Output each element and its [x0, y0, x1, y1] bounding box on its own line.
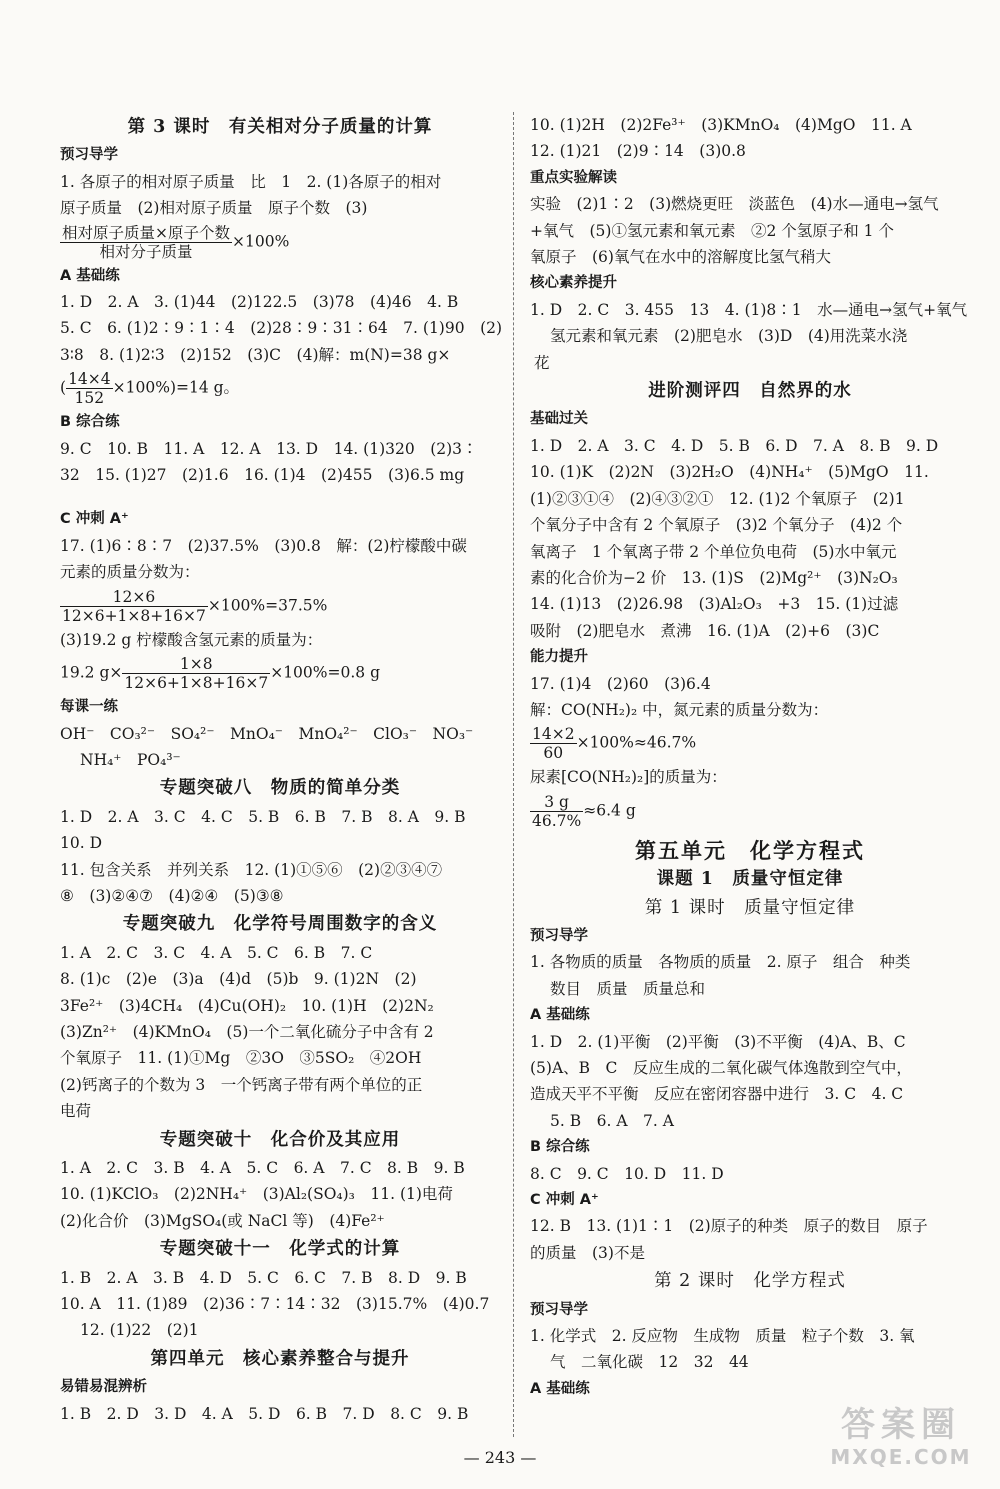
lesson-title: 课题 1 质量守恒定律 — [656, 869, 844, 890]
answer-line: 素的化合价为−2 价 13. (1)S (2)Mg²⁺ (3)N₂O₃ — [530, 568, 898, 587]
answer-line: 实验 (2)1∶2 (3)燃烧更旺 淡蓝色 (4)水—通电→氢气 — [530, 195, 939, 214]
answer-line: 1. A 2. C 3. C 4. A 5. C 6. B 7. C — [60, 943, 373, 962]
subsection-label: 能力提升 — [530, 649, 588, 666]
answer-line: 氢元素和氧元素 (2)肥皂水 (3)D (4)用洗菜水浇 — [550, 327, 908, 346]
answer-line: 5. C 6. (1)2∶9∶1∶4 (2)28∶9∶31∶64 7. (1)90 (2) — [60, 319, 503, 338]
answer-line: ⑧ (3)②④⑦ (4)②④ (5)③⑧ — [60, 886, 284, 905]
formula-line — [60, 368, 500, 409]
answer-line: 10. D — [60, 834, 103, 853]
fraction — [60, 588, 208, 625]
answer-line: 原子质量 (2)相对原子质量 原子个数 (3) — [60, 199, 368, 218]
subsection-label: A 基础练 — [530, 1007, 590, 1024]
denominator: 152 — [74, 389, 105, 408]
answer-line: 1. 各原子的相对原子质量 比 1 2. (1)各原子的相对 — [60, 172, 442, 191]
denominator: 60 — [543, 744, 564, 763]
section-title: 专题突破十 化合价及其应用 — [159, 1129, 401, 1150]
answer-line: 气 二氧化碳 12 32 44 — [550, 1353, 749, 1372]
answer-line: 9. C 10. B 11. A 12. A 13. D 14. (1)320 (2)3∶ — [60, 439, 478, 458]
answer-line: 的质量 (3)不是 — [530, 1243, 645, 1262]
answer-line: 17. (1)6∶8∶7 (2)37.5% (3)0.8 解：(2)柠檬酸中碳 — [60, 536, 467, 555]
subsection-label: 预习导学 — [60, 147, 118, 164]
subsection-label: A 基础练 — [530, 1380, 590, 1397]
answer-line: 10. A 11. (1)89 (2)36∶7∶14∶32 (3)15.7% (4)0.7 — [60, 1295, 490, 1314]
denominator: 46.7% — [532, 811, 582, 830]
answer-line: 1. D 2. A 3. C 4. C 5. B 6. B 7. B 8. A 9. B — [60, 807, 466, 826]
subsection-label: A 基础练 — [60, 267, 120, 284]
ion-list: NH₄⁺ PO₄³⁻ — [80, 750, 181, 769]
answer-line: 造成天平不平衡 反应在密闭容器中进行 3. C 4. C — [530, 1085, 904, 1104]
formula-tail: ≈6.4 g — [583, 801, 636, 820]
section-title: 专题突破八 物质的简单分类 — [159, 778, 401, 799]
numerator: 12×6 — [60, 588, 208, 607]
section-title: 第四单元 核心素养整合与提升 — [150, 1348, 410, 1369]
subsection-label: B 综合练 — [530, 1139, 590, 1156]
watermark-logo — [816, 1405, 986, 1479]
answer-line: 1. A 2. C 3. B 4. A 5. C 6. A 7. C 8. B 9. B — [60, 1159, 465, 1177]
formula-tail: ×100%)=14 g。 — [112, 378, 240, 397]
numerator: 相对原子质量×原子个数 — [62, 223, 230, 242]
section-title: 进阶测评四 自然界的水 — [648, 381, 852, 402]
answer-line: 电荷 — [60, 1102, 92, 1121]
denominator: 相对分子质量 — [99, 242, 193, 261]
period-title: 第 2 课时 化学方程式 — [654, 1271, 846, 1292]
right-column — [530, 112, 970, 1402]
answer-line: 5. B 6. A 7. A — [550, 1111, 674, 1130]
fraction — [66, 370, 113, 407]
answer-line: 吸附 (2)肥皂水 煮沸 16. (1)A (2)+6 (3)C — [530, 621, 880, 640]
answer-line: 8. (1)c (2)e (3)a (4)d (5)b 9. (1)2N (2) — [60, 970, 417, 989]
left-column — [60, 112, 503, 1427]
formula-prefix: ( — [60, 378, 67, 397]
answer-line: (5)A、B C 反应生成的二氧化碳气体逸散到空气中， — [530, 1059, 912, 1077]
section-title: 专题突破九 化学符号周围数字的含义 — [122, 914, 438, 935]
formula-tail: ×100%=37.5% — [207, 596, 328, 615]
formula-line — [60, 586, 500, 627]
fraction — [122, 655, 270, 692]
answer-line: 3∶8 8. (1)2∶3 (2)152 (3)C (4)解：m(N)=38 g× — [60, 345, 451, 364]
period-title: 第 1 课时 质量守恒定律 — [644, 897, 856, 918]
answer-line: 3Fe²⁺ (3)4CH₄ (4)Cu(OH)₂ 10. (1)H (2)2N₂ — [60, 996, 434, 1015]
answer-line: (1)②③①④ (2)④③②① 12. (1)2 个氧原子 (2)1 — [530, 489, 905, 508]
formula-line — [530, 791, 970, 832]
answer-line: 12. (1)21 (2)9∶14 (3)0.8 — [530, 142, 746, 161]
column-divider — [513, 112, 514, 1437]
formula-tail: ×100% — [232, 232, 290, 251]
subsection-label: 核心素养提升 — [530, 275, 617, 292]
answer-line: 氧原子 (6)氧气在水中的溶解度比氢气稍大 — [530, 248, 831, 267]
answer-line: 花 — [534, 353, 550, 372]
subsection-label: 每课一练 — [60, 699, 118, 716]
subsection-label: 易错易混辨析 — [60, 1379, 147, 1396]
formula-prefix: 19.2 g× — [60, 663, 123, 682]
answer-line: 1. 化学式 2. 反应物 生成物 质量 粒子个数 3. 氧 — [530, 1327, 915, 1346]
watermark-text: 答案圈 — [841, 1405, 961, 1445]
formula-tail: ×100%≈46.7% — [576, 733, 697, 752]
numerator: 3 g — [530, 793, 583, 812]
answer-line: 32 15. (1)27 (2)1.6 16. (1)4 (2)455 (3)6.5 mg — [60, 466, 465, 485]
answer-line: 个氧分子中含有 2 个氧原子 (3)2 个氧分子 (4)2 个 — [530, 516, 903, 535]
fraction — [530, 725, 577, 762]
formula-tail: ×100%=0.8 g — [270, 663, 380, 682]
subsection-label: 重点实验解读 — [530, 169, 617, 186]
numerator: 14×4 — [68, 370, 111, 389]
answer-line: +氧气 (5)①氢元素和氧元素 ②2 个氢原子和 1 个 — [530, 221, 894, 240]
answer-line: 14. (1)13 (2)26.98 (3)Al₂O₃ +3 15. (1)过滤 — [530, 595, 899, 614]
subsection-label: C 冲刺 A⁺ — [60, 511, 129, 528]
section-title: 专题突破十一 化学式的计算 — [159, 1239, 401, 1260]
answer-line: 12. B 13. (1)1∶1 (2)原子的种类 原子的数目 原子 — [530, 1217, 928, 1236]
answer-line: 尿素[CO(NH₂)₂]的质量为： — [530, 768, 727, 787]
answer-line: 8. C 9. C 10. D 11. D — [530, 1164, 724, 1183]
fraction — [60, 224, 232, 261]
answer-line: 11. 包含关系 并列关系 12. (1)①⑤⑥ (2)②③④⑦ — [60, 860, 443, 879]
answer-line: 1. D 2. A 3. (1)44 (2)122.5 (3)78 (4)46 4. B — [60, 293, 459, 312]
subsection-label: 预习导学 — [530, 1301, 588, 1318]
answer-line: (2)钙离子的个数为 3 一个钙离子带有两个单位的正 — [60, 1075, 423, 1094]
numerator: 1×8 — [122, 655, 270, 674]
answer-line: 10. (1)KClO₃ (2)2NH₄⁺ (3)Al₂(SO₄)₃ 11. (1)电荷 — [60, 1185, 453, 1204]
formula-line — [530, 723, 970, 764]
denominator: 12×6+1×8+16×7 — [124, 674, 269, 693]
subsection-label: B 综合练 — [60, 414, 120, 431]
answer-line: 12. (1)22 (2)1 — [80, 1321, 199, 1340]
formula-line — [60, 653, 500, 694]
answer-line: 1. B 2. D 3. D 4. A 5. D 6. B 7. D 8. C 9. B — [60, 1404, 469, 1423]
answer-line: 17. (1)4 (2)60 (3)6.4 — [530, 674, 711, 693]
subsection-label: 基础过关 — [530, 411, 588, 428]
numerator: 14×2 — [532, 725, 575, 744]
section-title: 第 3 课时 有关相对分子质量的计算 — [127, 117, 433, 137]
answer-line: 1. D 2. A 3. C 4. D 5. B 6. D 7. A 8. B 9. D — [530, 436, 939, 455]
answer-line: 个氧原子 11. (1)①Mg ②3O ③5SO₂ ④2OH — [60, 1049, 422, 1068]
answer-line: 1. D 2. (1)平衡 (2)平衡 (3)不平衡 (4)A、B、C — [530, 1032, 906, 1051]
answer-line: 数目 质量 质量总和 — [550, 979, 706, 998]
answer-line: 10. (1)K (2)2N (3)2H₂O (4)NH₄⁺ (5)MgO 11. — [530, 463, 929, 482]
watermark-domain: MXQE.COM — [830, 1445, 972, 1469]
answer-line: (3)Zn²⁺ (4)KMnO₄ (5)一个二氧化硫分子中含有 2 — [60, 1022, 434, 1041]
answer-line: (2)化合价 (3)MgSO₄(或 NaCl 等) (4)Fe²⁺ — [60, 1211, 385, 1230]
denominator: 12×6+1×8+16×7 — [62, 606, 206, 625]
unit-title: 第五单元 化学方程式 — [635, 837, 865, 863]
answer-line: 解：CO(NH₂)₂ 中，氮元素的质量分数为： — [530, 700, 829, 719]
answer-line: 1. D 2. C 3. 455 13 4. (1)8∶1 水—通电→氢气+氧气 — [530, 300, 968, 319]
page-number: — 243 — — [463, 1448, 537, 1467]
formula-line — [60, 222, 500, 263]
subsection-label: C 冲刺 A⁺ — [530, 1192, 599, 1209]
answer-line: 1. B 2. A 3. B 4. D 5. C 6. C 7. B 8. D 9. B — [60, 1268, 467, 1287]
answer-line: 10. (1)2H (2)2Fe³⁺ (3)KMnO₄ (4)MgO 11. A — [530, 116, 912, 134]
subsection-label: 预习导学 — [530, 927, 588, 944]
answer-line: 元素的质量分数为： — [60, 563, 200, 582]
answer-line: 氧离子 1 个氧离子带 2 个单位负电荷 (5)水中氧元 — [530, 542, 897, 561]
fraction — [530, 793, 583, 830]
ion-list: OH⁻ CO₃²⁻ SO₄²⁻ MnO₄⁻ MnO₄²⁻ ClO₃⁻ NO₃⁻ — [60, 724, 474, 743]
answer-line: 1. 各物质的质量 各物质的质量 2. 原子 组合 种类 — [530, 953, 911, 972]
answer-line: (3)19.2 g 柠檬酸含氢元素的质量为： — [60, 630, 323, 649]
